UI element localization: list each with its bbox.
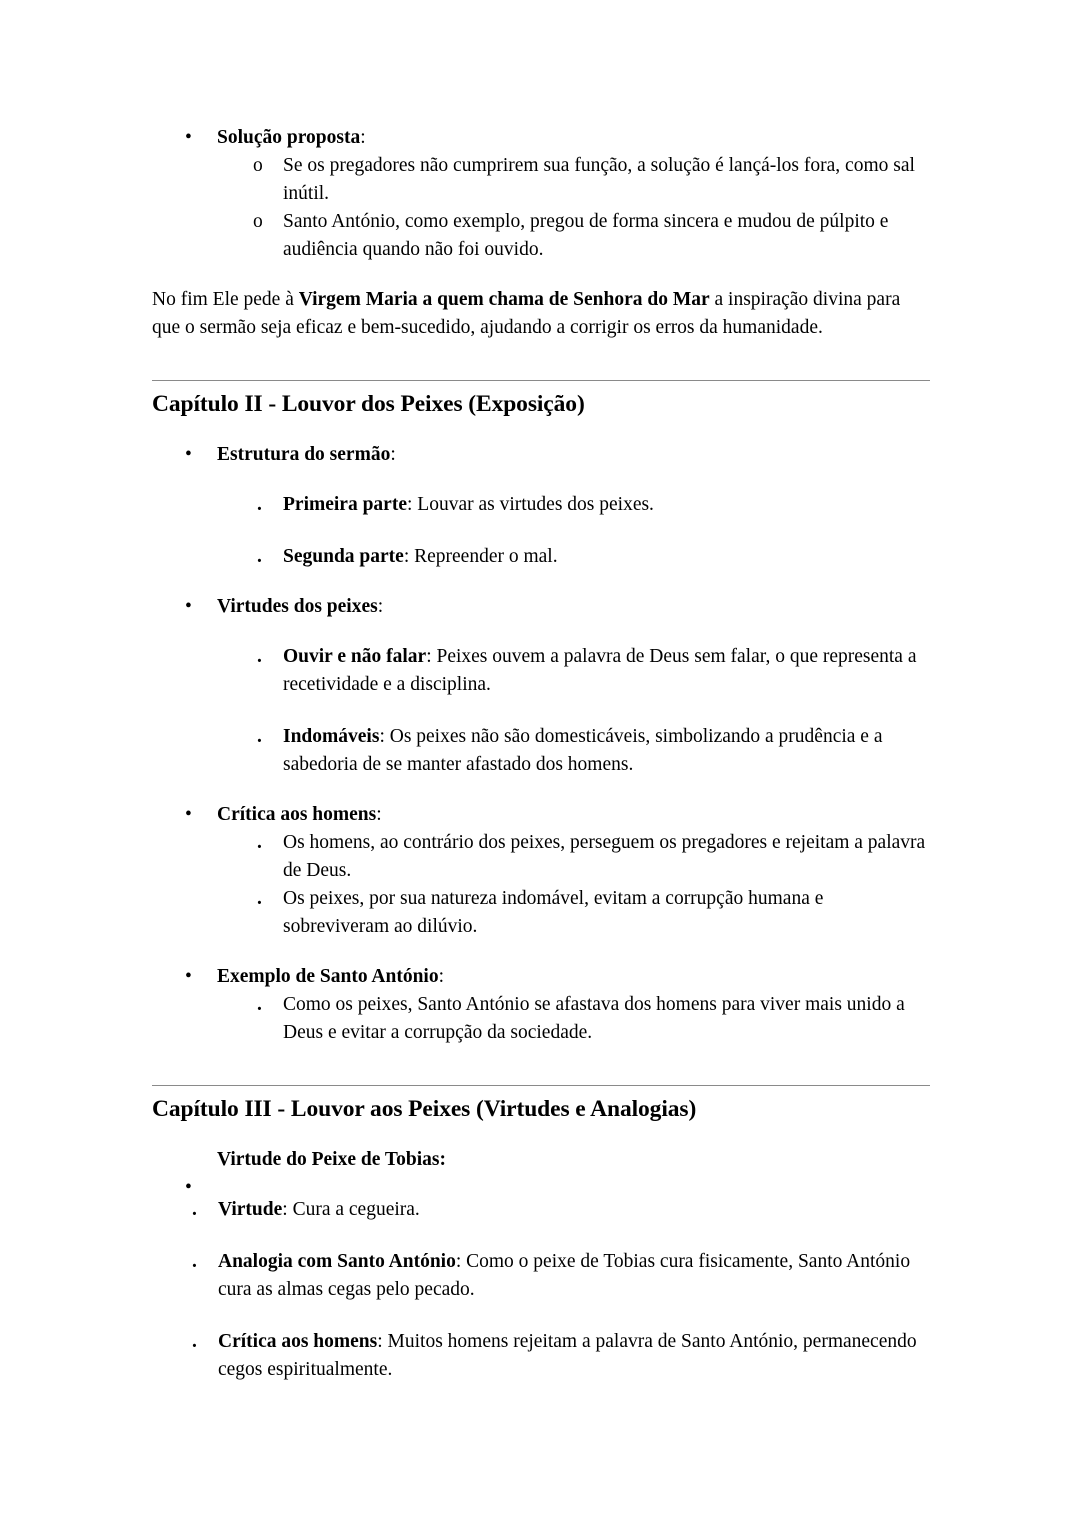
list-item — [152, 801, 930, 941]
spacer — [152, 1047, 930, 1085]
list-item — [217, 543, 930, 571]
list-item-label-suffix: : — [360, 127, 366, 148]
list-item-text: : Como o peixe de Tobias cura fisicamente, Santo António cura as almas cegas pelo pecado. — [218, 1251, 911, 1300]
spacer — [152, 779, 930, 801]
list-item — [152, 593, 930, 779]
bullet-dot-icon: . — [257, 646, 262, 667]
list-solucao-proposta — [152, 124, 930, 264]
spacer — [152, 381, 930, 389]
list-item — [217, 829, 930, 885]
list-item-text: : Muitos homens rejeitam a palavra de Santo António, permanecendo cegos espiritualmente. — [218, 1331, 917, 1380]
list-item-label: Analogia com Santo António — [218, 1251, 456, 1272]
bullet-disc-icon: • — [185, 127, 192, 148]
spacer — [152, 941, 930, 963]
list-item — [152, 1196, 930, 1224]
list-item-label: Ouvir e não falar — [283, 646, 427, 667]
spacer — [152, 1174, 930, 1196]
list-item-text: Os homens, ao contrário dos peixes, perseguem os pregadores e rejeitam a palavra de Deus. — [283, 832, 926, 881]
list-item — [217, 991, 930, 1047]
list-item — [217, 152, 930, 208]
bullet-dot-icon: . — [257, 994, 262, 1015]
list-item — [152, 1248, 930, 1304]
list-estrutura-do-sermao — [152, 441, 930, 571]
list-item-text: : Peixes ouvem a palavra de Deus sem falar, o que representa a recetividade e a disciplina. — [283, 646, 917, 695]
list-item-label: Crítica aos homens — [218, 1331, 378, 1352]
list-item-label-suffix: : — [438, 966, 445, 987]
list-item-label: Primeira parte — [283, 494, 407, 515]
list-item — [217, 643, 930, 699]
bullet-disc-icon: • — [185, 444, 192, 465]
paragraph-text-after: a inspiração divina para que o sermão seja eficaz e bem-sucedido, ajudando a corrigir os erros da humanidade. — [152, 289, 901, 338]
paragraph-text-bold: Virgem Maria a quem chama de Senhora do Mar — [298, 289, 710, 310]
list-item-text: Os peixes, por sua natureza indomável, evitam a corrupção humana e sobreviveram ao dilúvio. — [283, 888, 824, 937]
bullet-circle-icon: o — [253, 155, 263, 176]
sublist-exemplo-de-santo-antonio — [217, 991, 930, 1047]
paragraph-text-before: No fim Ele pede à — [152, 289, 299, 310]
bullet-disc-icon: • — [185, 966, 192, 987]
sublist-estrutura-do-sermao — [217, 491, 930, 571]
list-item-label: Estrutura do sermão — [217, 444, 391, 465]
list-item-label: Virtude — [218, 1199, 283, 1220]
list-item-label: Virtude do Peixe de Tobias — [217, 1149, 440, 1170]
list-item-label: Exemplo de Santo António — [217, 966, 439, 987]
bullet-dot-icon: . — [257, 888, 262, 909]
list-item — [152, 963, 930, 1047]
document-content — [152, 124, 930, 1384]
list-item — [152, 441, 930, 571]
bullet-dot-icon: . — [257, 494, 262, 515]
list-item — [152, 124, 930, 264]
page-title-chapter-3: Capítulo III - Louvor aos Peixes (Virtudes e Analogias) — [152, 1096, 697, 1122]
list-item-text: : Repreender o mal. — [403, 546, 558, 567]
list-item-label-suffix: : — [376, 804, 382, 825]
bullet-dot-icon: . — [192, 1331, 197, 1352]
spacer — [152, 1086, 930, 1094]
list-virtude-do-peixe-de-tobias — [152, 1146, 930, 1198]
list-item-text: : Louvar as virtudes dos peixes. — [406, 494, 654, 515]
list-item-text: Como os peixes, Santo António se afastava dos homens para viver mais unido a Deus e evitar a corrupção da sociedade. — [283, 994, 905, 1043]
bullet-dot-icon: . — [192, 1251, 197, 1272]
sublist-critica-aos-homens — [217, 829, 930, 941]
paragraph-senhora-do-mar — [152, 286, 930, 342]
list-item-label: Indomáveis — [283, 726, 380, 747]
bullet-dot-icon: . — [257, 832, 262, 853]
list-item-text: Santo António, como exemplo, pregou de forma sincera e mudou de púlpito e audiência quando não foi ouvido. — [283, 211, 889, 260]
list-item-label-wrapper — [152, 1146, 930, 1174]
list-item — [152, 1328, 930, 1384]
list-item — [217, 723, 930, 779]
spacer — [217, 621, 930, 643]
list-item-label-suffix: : — [439, 1149, 446, 1170]
sublist-virtudes-dos-peixes — [217, 643, 930, 779]
sublist-solucao-proposta — [217, 152, 930, 264]
bullet-dot-icon: . — [257, 546, 262, 567]
list-item — [217, 208, 930, 264]
list-item-label: Solução proposta — [217, 127, 361, 148]
list-item-label: Segunda parte — [283, 546, 404, 567]
spacer — [217, 469, 930, 491]
list-item-label: Crítica aos homens — [217, 804, 377, 825]
bullet-dot-icon: . — [257, 726, 262, 747]
bullet-dot-icon: . — [192, 1199, 197, 1220]
list-item-text: : Os peixes não são domesticáveis, simbolizando a prudência e a sabedoria de se manter afastado dos homens. — [283, 726, 883, 775]
list-exemplo-de-santo-antonio — [152, 963, 930, 1047]
spacer — [152, 419, 930, 441]
list-critica-aos-homens — [152, 801, 930, 941]
list-item — [217, 491, 930, 519]
bullet-disc-icon: • — [185, 596, 192, 617]
list-item — [217, 885, 930, 941]
list-item-text: Se os pregadores não cumprirem sua função, a solução é lançá-los fora, como sal inútil. — [283, 155, 915, 204]
spacer — [152, 264, 930, 286]
spacer — [152, 342, 930, 380]
list-item-label: Virtudes dos peixes — [217, 596, 378, 617]
bullet-disc-icon: • — [185, 1177, 192, 1198]
spacer — [152, 571, 930, 593]
bullet-circle-icon: o — [253, 211, 263, 232]
sublist-virtude-do-peixe-de-tobias — [152, 1196, 930, 1384]
spacer — [152, 1124, 930, 1146]
list-item-label-suffix: : — [390, 444, 396, 465]
page-title-chapter-2: Capítulo II - Louvor dos Peixes (Exposição) — [152, 391, 585, 417]
bullet-disc-icon: • — [185, 804, 192, 825]
list-item-label-suffix: : — [377, 596, 384, 617]
list-item-text: : Cura a cegueira. — [282, 1199, 420, 1220]
list-virtudes-dos-peixes — [152, 593, 930, 779]
